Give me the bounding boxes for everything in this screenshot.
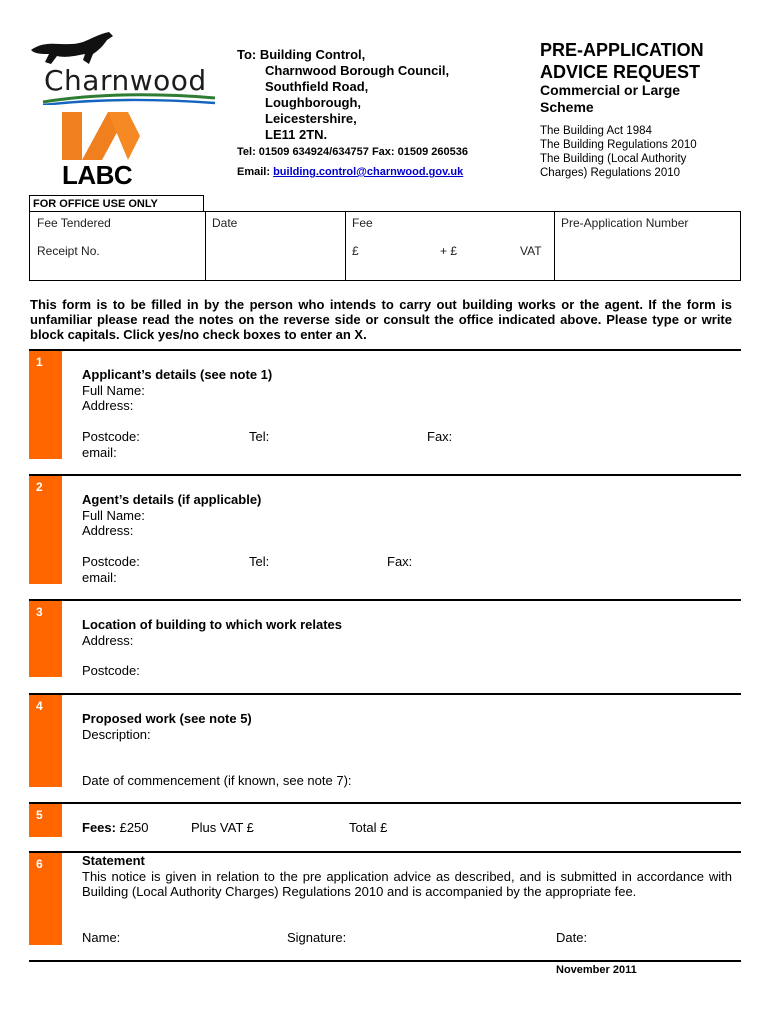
title-line-1: PRE-APPLICATION [540, 40, 704, 60]
statement-text: This notice is given in relation to the pre application advice as described, and is submitted in accordance with Building (Local Authority Charges) Regulations 2010 and is accompanied by the appropriate fee. [82, 868, 732, 899]
section-6 [82, 853, 732, 900]
section-number-2: 2 [29, 476, 62, 584]
total-label[interactable]: Total £ [349, 820, 388, 835]
act-item: The Building Act 1984 [540, 125, 652, 137]
section-1 [82, 367, 272, 414]
address-label[interactable]: Address: [82, 398, 134, 413]
subtitle-line-1: Commercial or Large [540, 82, 681, 98]
email-link[interactable]: building.control@charnwood.gov.uk [273, 166, 464, 178]
office-divider [205, 212, 206, 280]
office-divider [345, 212, 346, 280]
office-divider [554, 212, 555, 280]
section-divider [29, 349, 741, 351]
bottom-divider [29, 960, 741, 962]
section-divider [29, 693, 741, 695]
form-title [540, 39, 704, 83]
address-block [237, 47, 449, 143]
postcode-label[interactable]: Postcode: [82, 663, 140, 678]
fees-value: £250 [119, 820, 149, 835]
full-name-label[interactable]: Full Name: [82, 507, 145, 523]
pound-symbol: £ [352, 244, 359, 258]
section-divider [29, 802, 741, 804]
fax-label[interactable]: Fax: [427, 429, 453, 444]
fee-tendered-label: Fee Tendered [37, 216, 111, 230]
section-number-5: 5 [29, 804, 62, 837]
section-4 [82, 711, 252, 742]
address-line: Leicestershire, [265, 111, 357, 126]
postcode-label[interactable]: Postcode: [82, 554, 140, 569]
address-line: LE11 2TN. [265, 127, 328, 142]
address-label[interactable]: Address: [82, 523, 134, 538]
date-label: Date [212, 216, 238, 230]
date-label[interactable]: Date: [556, 930, 588, 945]
fees-label: Fees: [82, 820, 116, 835]
labc-wordmark: LABC [62, 160, 133, 190]
office-use-label: FOR OFFICE USE ONLY [29, 195, 204, 211]
section-number-6: 6 [29, 853, 62, 945]
email-line [237, 166, 463, 178]
section-3 [82, 617, 342, 648]
address-line: Southfield Road, [265, 79, 369, 94]
section-number-3: 3 [29, 601, 62, 677]
tel-label[interactable]: Tel: [249, 429, 270, 444]
address-to: To: Building Control, [237, 47, 366, 62]
section-number-4: 4 [29, 695, 62, 787]
postcode-label[interactable]: Postcode: [82, 429, 140, 444]
footer-date: November 2011 [556, 964, 637, 976]
commencement-label[interactable]: Date of commencement (if known, see note 7): [82, 773, 352, 788]
vat-label: VAT [520, 244, 542, 258]
plus-pound: + £ [440, 244, 458, 258]
section-number-1: 1 [29, 351, 62, 459]
section-2-title: Agent’s details (if applicable) [82, 492, 262, 507]
full-name-label[interactable]: Full Name: [82, 382, 145, 398]
email-label[interactable]: email: [82, 570, 117, 585]
act-item: The Building (Local Authority [540, 153, 687, 165]
form-subtitle [540, 82, 680, 116]
act-item: Charges) Regulations 2010 [540, 167, 681, 179]
description-label[interactable]: Description: [82, 726, 151, 742]
act-item: The Building Regulations 2010 [540, 139, 697, 151]
acts-list [540, 124, 697, 180]
tel-label[interactable]: Tel: [249, 554, 270, 569]
receipt-no-label: Receipt No. [37, 244, 100, 258]
fee-label: Fee [352, 216, 373, 230]
fax-label[interactable]: Fax: [387, 554, 413, 569]
pre-app-number-label: Pre-Application Number [561, 216, 689, 230]
office-use-table [29, 211, 741, 281]
subtitle-line-2: Scheme [540, 99, 594, 115]
section-2 [82, 492, 261, 539]
labc-mark-icon [62, 112, 140, 160]
address-line: Loughborough, [265, 95, 362, 110]
address-line: Charnwood Borough Council, [265, 63, 450, 78]
tel-fax: Tel: 01509 634924/634757 Fax: 01509 260536 [237, 146, 468, 158]
section-4-title: Proposed work (see note 5) [82, 711, 252, 726]
section-divider [29, 599, 741, 601]
intro-text: This form is to be filled in by the person who intends to carry out building works or the agent. If the form is unfamiliar please read the notes on the reverse side or consult the office indicated above. Please type or write block capitals. Click yes/no check boxes to enter an X. [30, 297, 732, 342]
name-label[interactable]: Name: [82, 930, 121, 945]
section-1-title: Applicant’s details (see note 1) [82, 367, 273, 382]
section-3-title: Location of building to which work relates [82, 617, 343, 632]
plus-vat-label[interactable]: Plus VAT £ [191, 820, 254, 835]
signature-label[interactable]: Signature: [287, 930, 347, 945]
section-6-title: Statement [82, 853, 145, 868]
email-label[interactable]: email: [82, 445, 117, 460]
email-label: Email: [237, 166, 271, 178]
fees-line [82, 820, 149, 835]
section-divider [29, 474, 741, 476]
title-line-2: ADVICE REQUEST [540, 62, 701, 82]
address-label[interactable]: Address: [82, 632, 134, 648]
charnwood-wordmark: Charnwood [44, 64, 207, 97]
